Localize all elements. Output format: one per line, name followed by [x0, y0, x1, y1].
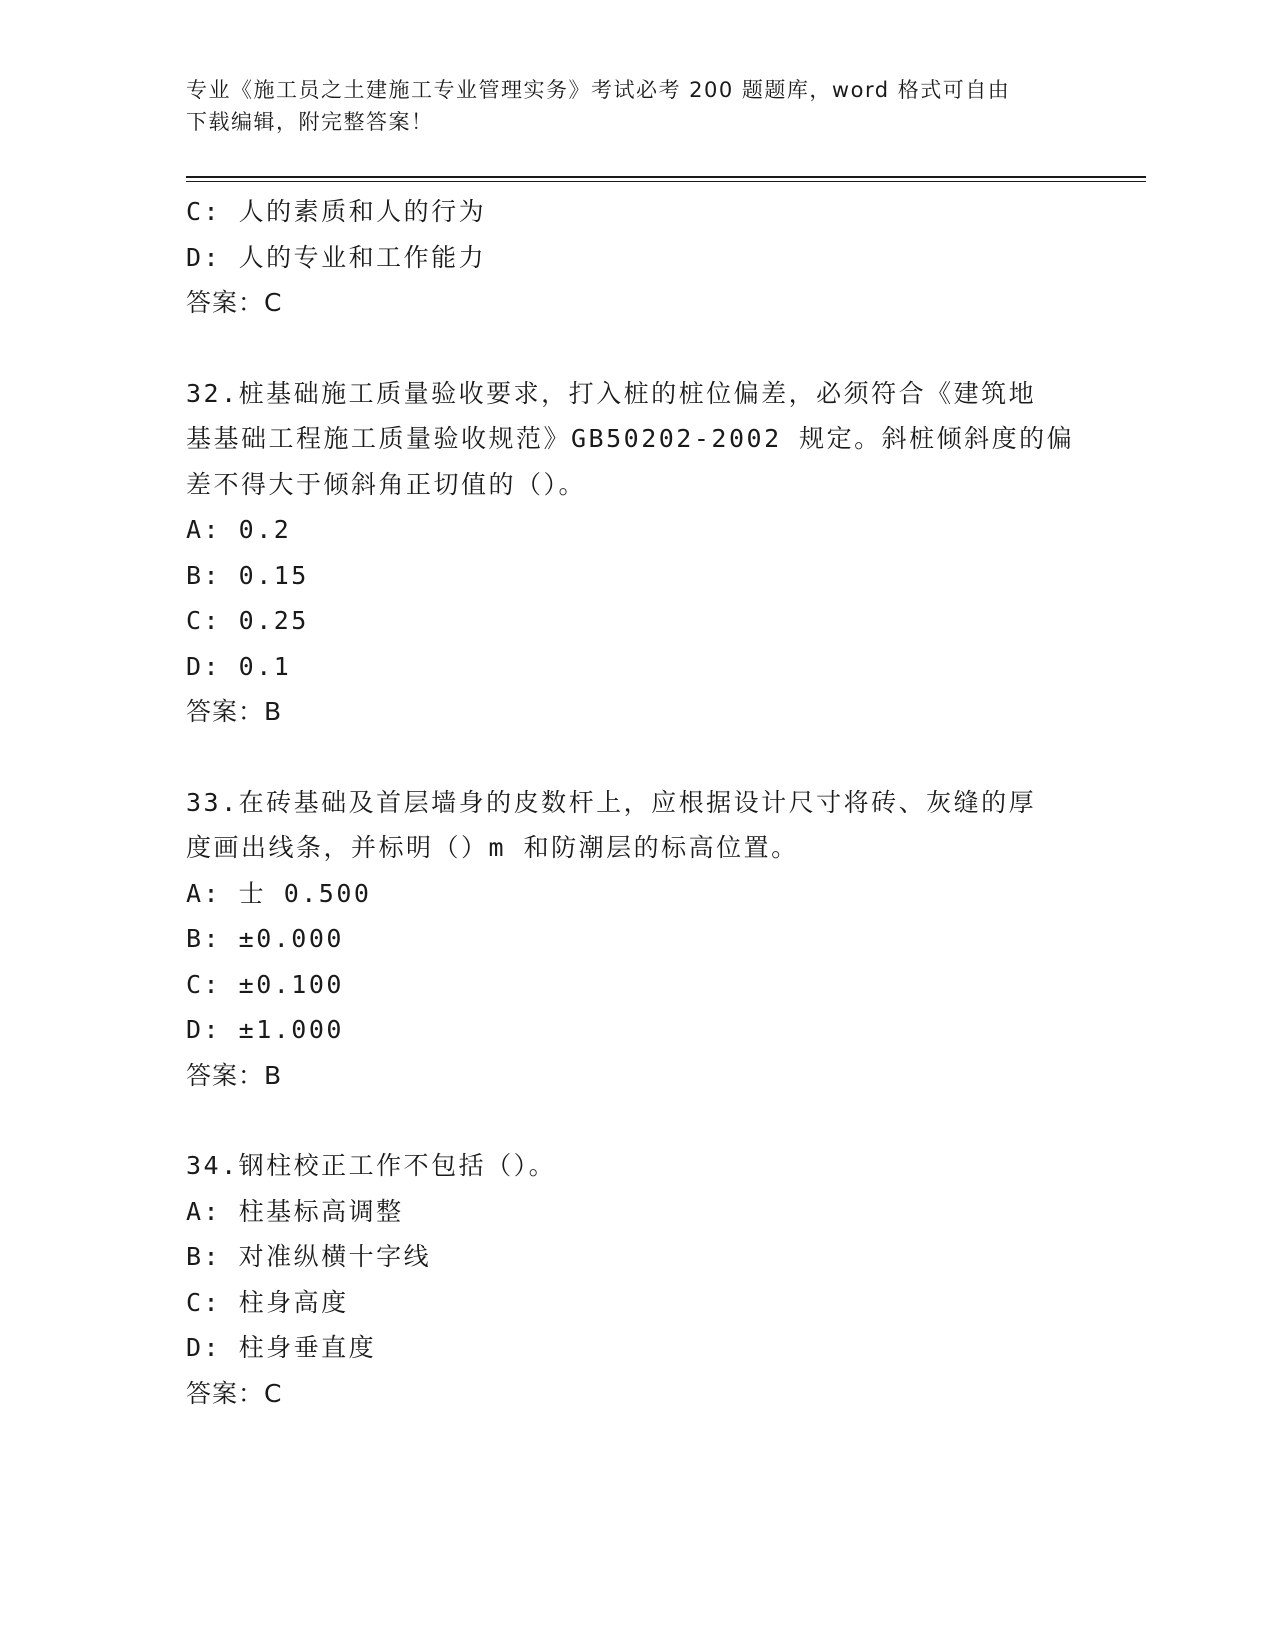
option-c: C: ±0.100 [186, 969, 344, 999]
stem-line: 差不得大于倾斜角正切值的（）。 [186, 469, 587, 499]
question-33 [186, 780, 1086, 1099]
answer: 答案：C [186, 288, 283, 317]
option-b: B: ±0.000 [186, 924, 344, 953]
stem-line: 度画出线条，并标明（）m 和防潮层的标高位置。 [186, 833, 799, 862]
option-c: C: 人的素质和人的行为 [186, 197, 487, 226]
header-rule-thin [186, 181, 1146, 182]
option-d: D: 柱身垂直度 [186, 1333, 377, 1362]
answer: 答案：C [186, 1378, 283, 1408]
stem-line: 32.桩基础施工质量验收要求，打入桩的桩位偏差，必须符合《建筑地 [186, 378, 1037, 408]
answer: 答案：B [186, 1060, 283, 1090]
question-list [186, 189, 1086, 1461]
stem-line: 34.钢柱校正工作不包括（）。 [186, 1151, 557, 1180]
question-stem [186, 1143, 1086, 1189]
header-rule-thick [186, 176, 1146, 178]
stem-line: 基基础工程施工质量验收规范》GB50202-2002 规定。斜桩倾斜度的偏 [186, 424, 1075, 453]
question-32 [186, 371, 1086, 735]
option-c: C: 柱身高度 [186, 1287, 349, 1317]
option-a: A: 柱基标高调整 [186, 1196, 404, 1226]
stem-line: 33.在砖基础及首层墙身的皮数杆上，应根据设计尺寸将砖、灰缝的厚 [186, 787, 1037, 817]
answer: 答案：B [186, 697, 283, 726]
option-d: D: 人的专业和工作能力 [186, 242, 487, 272]
question-stem [186, 780, 1086, 871]
option-c: C: 0.25 [186, 606, 309, 635]
question-stem [186, 371, 1086, 508]
question-34 [186, 1143, 1086, 1416]
option-d: D: ±1.000 [186, 1015, 344, 1044]
header-line-2: 下载编辑，附完整答案！ [186, 110, 434, 134]
option-b: B: 对准纵横十字线 [186, 1242, 432, 1271]
option-a: A: 士 0.500 [186, 878, 372, 908]
header-line-1: 专业《施工员之土建施工专业管理实务》考试必考 200 题题库，word 格式可自由 [186, 78, 1011, 102]
page-header [186, 74, 1066, 138]
option-a: A: 0.2 [186, 515, 292, 544]
option-b: B: 0.15 [186, 560, 309, 590]
question-31-continued [186, 189, 1086, 326]
option-d: D: 0.1 [186, 651, 292, 681]
